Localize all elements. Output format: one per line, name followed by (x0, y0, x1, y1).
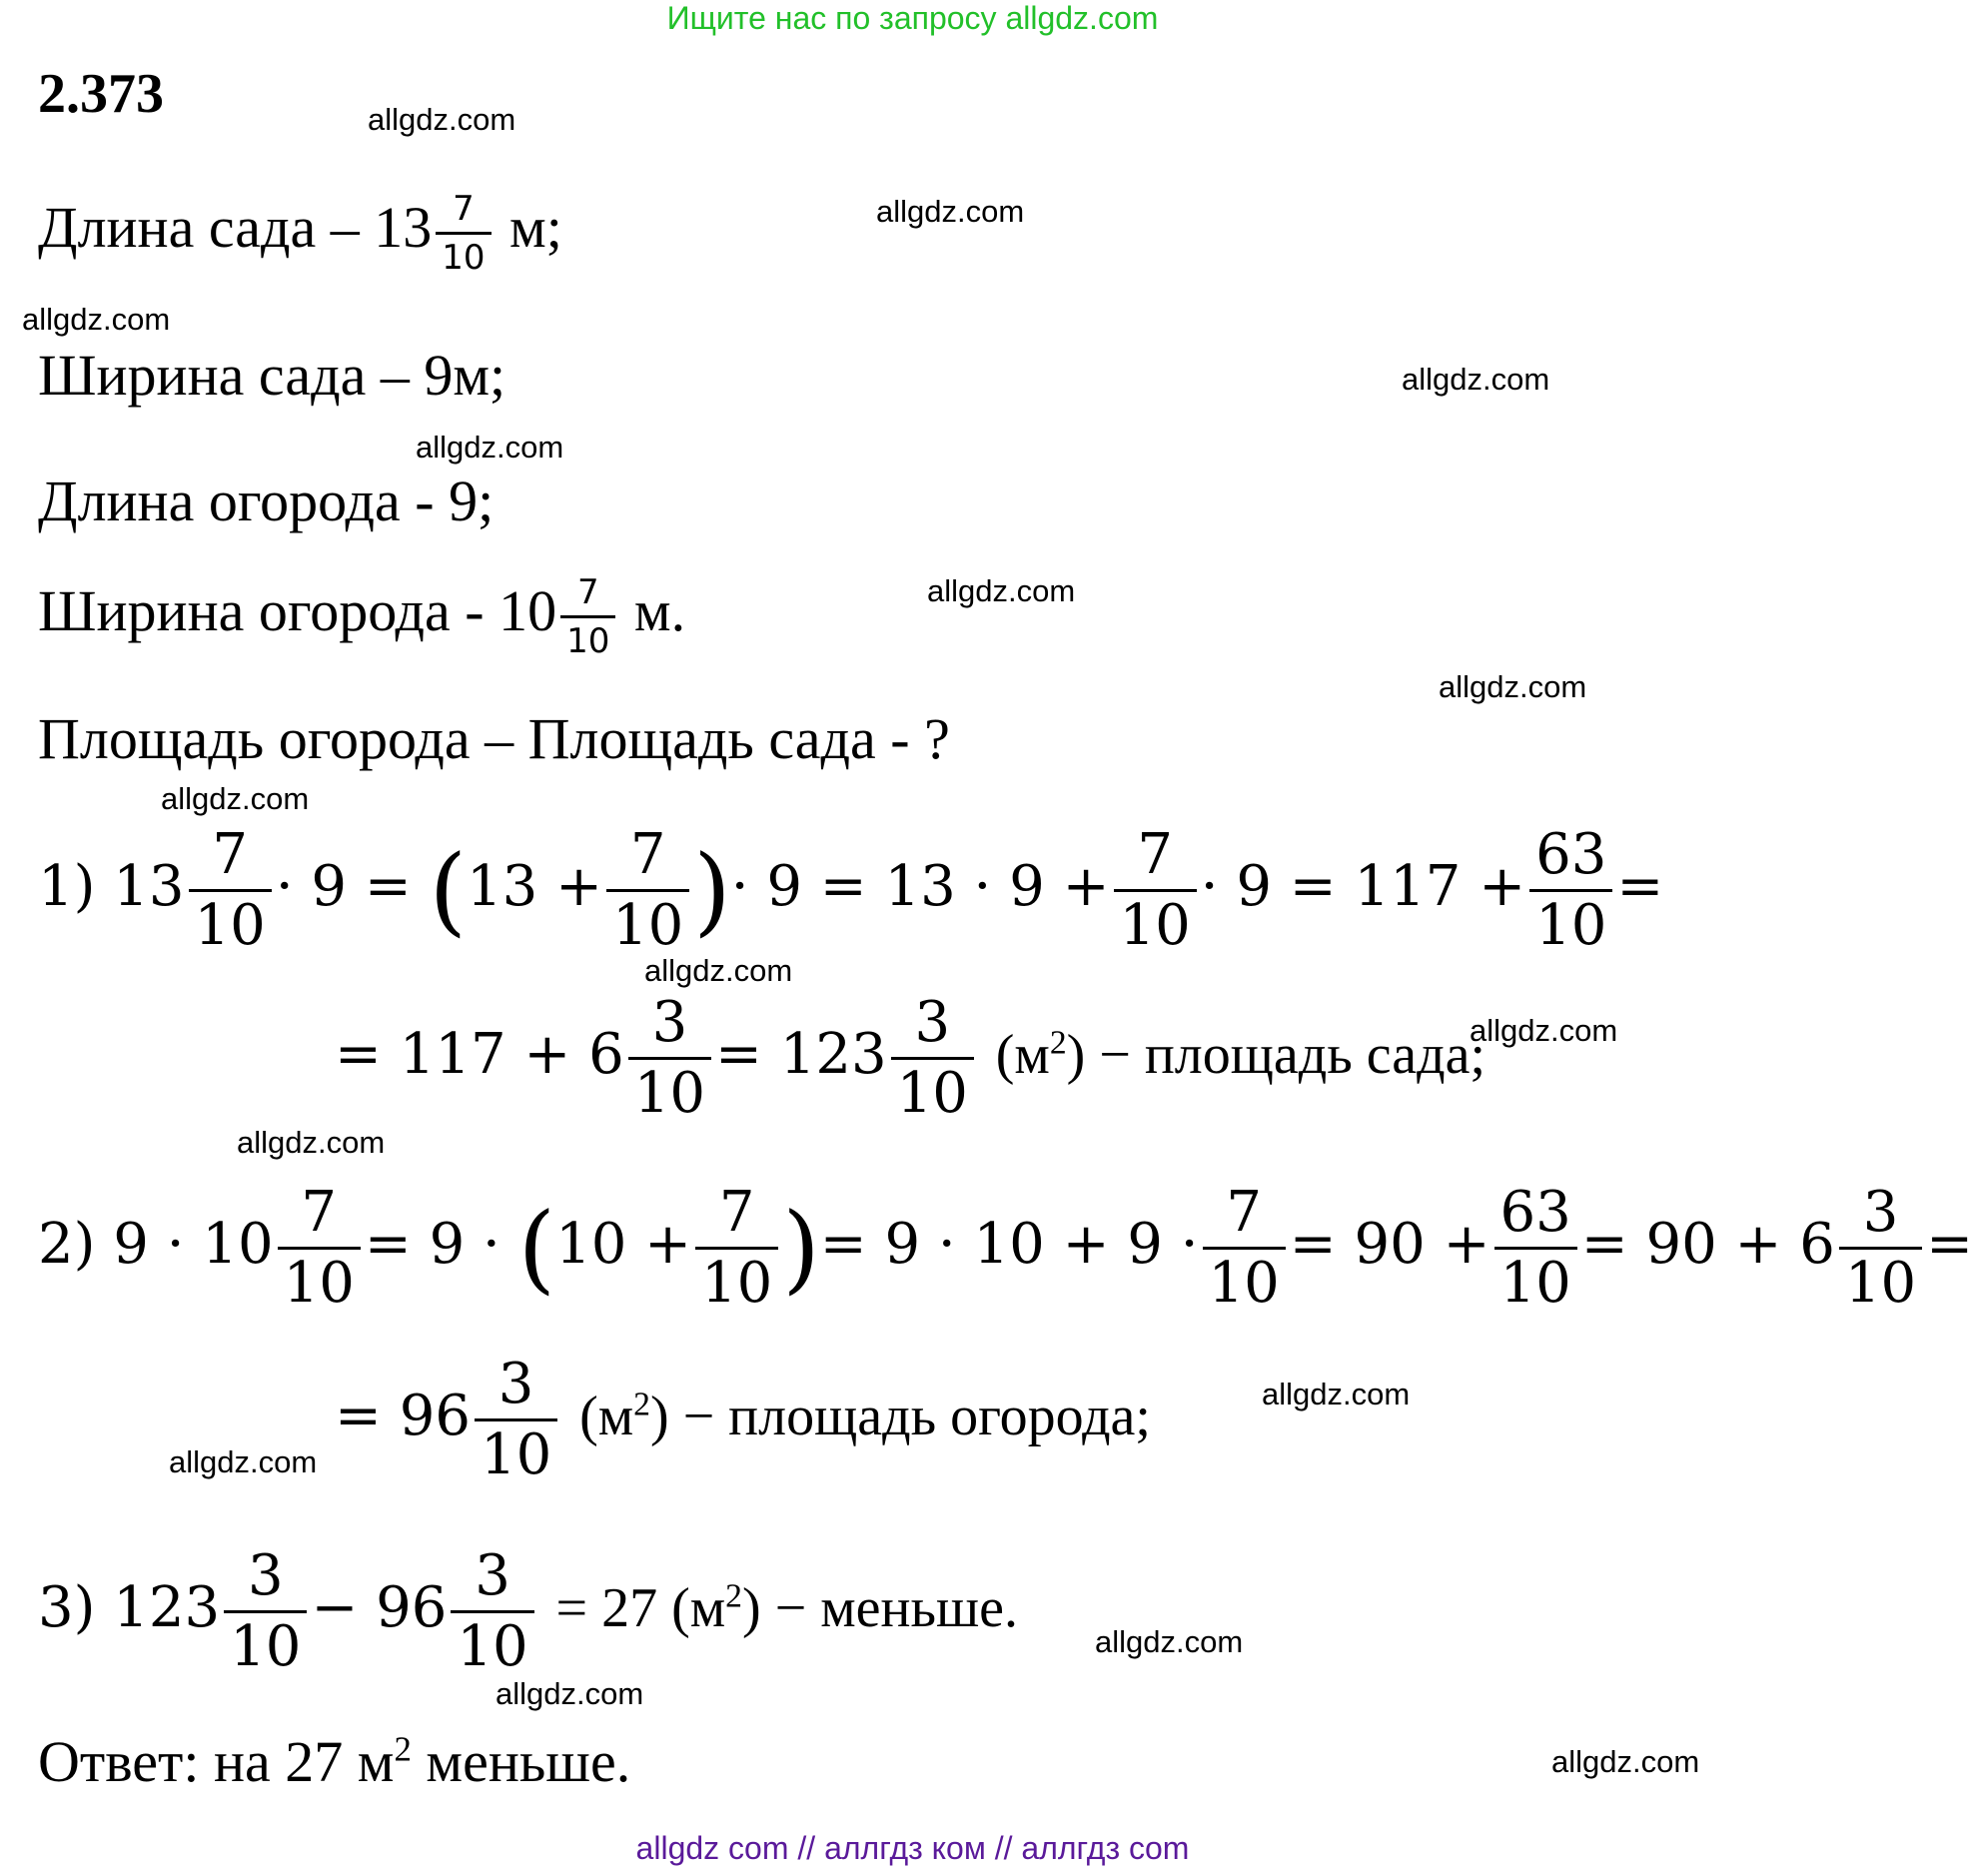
watermark: allgdz.com (161, 781, 310, 816)
step3: 3) 123 $\frac{3}{10}$ − 96 $\frac{3}{10}$ = 27 $(м^2)$ − меньше. (38, 1543, 1018, 1679)
watermark: allgdz.com (495, 1676, 644, 1711)
given-garden-width: Ширина сада – 9м; (38, 343, 506, 408)
question: Площадь огорода – Площадь сада - ? (38, 706, 950, 771)
watermark: allgdz.com (927, 573, 1076, 608)
given-plot-width: Ширина огорода - 10 $\frac{7}{10}$ м. (38, 572, 686, 661)
footer-links: allgdz com // аллгдз ком // аллгдз com (635, 1830, 1190, 1866)
step2-line1: 2) 9 · 10 $\frac{7}{10}$ = 9 · (10 + $\frac{7}{10}$ )= 9 · 10 + 9 · $\frac{7}{10}$ = 90 + $\frac{63}{10}$ = 90 + 6 $\frac{3}{10}$ = (38, 1180, 1973, 1316)
problem-number: 2.373 (38, 63, 164, 125)
given-garden-length: Длина сада – 13 $\frac{7}{10}$ м; (38, 189, 562, 278)
step2-line2: = 96 $\frac{3}{10}$ $(м^2)$ − площадь огорода; (335, 1352, 1151, 1487)
step1-line2: = 117 + 6 $\frac{3}{10}$ = 123 $\frac{3}{10}$ $(м^2)$ − площадь сада; (335, 990, 1486, 1126)
watermark: allgdz.com (1095, 1624, 1244, 1659)
watermark: allgdz.com (22, 302, 171, 337)
watermark: allgdz.com (1439, 669, 1587, 704)
watermark: allgdz.com (1551, 1744, 1700, 1779)
watermark: allgdz.com (416, 430, 564, 465)
watermark: allgdz.com (1402, 362, 1550, 397)
watermark: allgdz.com (237, 1125, 386, 1160)
step1-line1: 1) 13 $\frac{7}{10}$ · 9 = (13 + $\frac{7}{10}$ )· 9 = 13 · 9 + $\frac{7}{10}$ · 9 = 117 + $\frac{63}{10}$ = (38, 822, 1664, 958)
watermark: allgdz.com (876, 194, 1025, 229)
answer: Ответ: на 27 $м^2$ меньше. (38, 1729, 631, 1794)
watermark: allgdz.com (1470, 1013, 1618, 1048)
watermark: allgdz.com (1262, 1377, 1411, 1411)
watermark: allgdz.com (644, 953, 793, 988)
given-plot-length: Длина огорода - 9; (38, 469, 494, 533)
top-banner: Ищите нас по запросу allgdz.com (666, 0, 1159, 36)
watermark: allgdz.com (169, 1444, 318, 1479)
watermark: allgdz.com (368, 102, 516, 137)
